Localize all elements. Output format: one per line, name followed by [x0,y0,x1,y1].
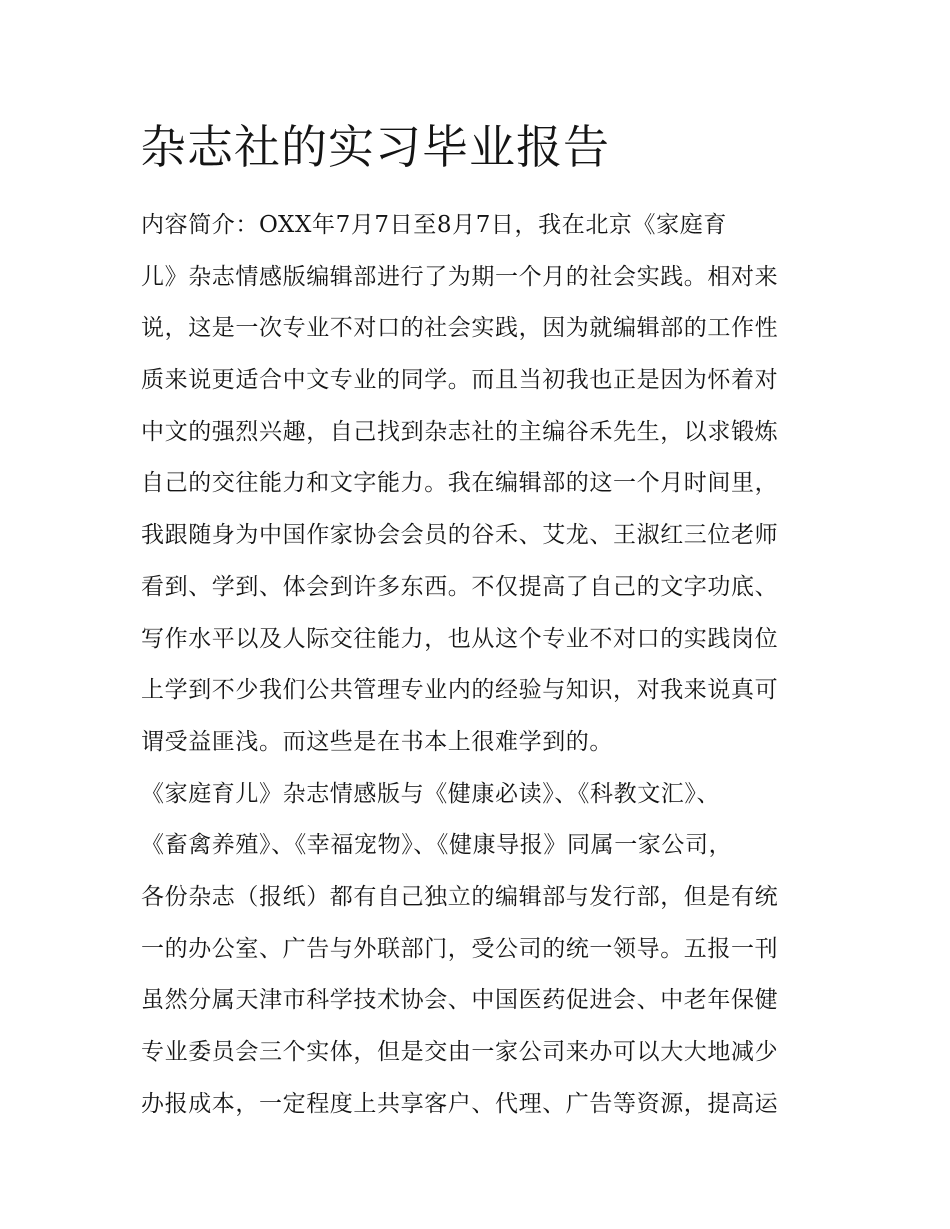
text-line: 办报成本，一定程度上共享客户、代理、广告等资源，提高运 [141,1090,779,1117]
text-line: 《家庭育儿》杂志情感版与《健康必读》、《科教文汇》、 [141,780,721,807]
text-line: 自己的交往能力和文字能力。我在编辑部的这一个月时间里， [141,470,779,497]
text-line: 虽然分属天津市科学技术协会、中国医药促进会、中老年保健 [141,987,779,1014]
text-line: 儿》杂志情感版编辑部进行了为期一个月的社会实践。相对来 [141,263,779,290]
text-line: 说，这是一次专业不对口的社会实践，因为就编辑部的工作性 [141,315,779,342]
text-line: 中文的强烈兴趣，自己找到杂志社的主编谷禾先生，以求锻炼 [141,418,779,445]
text-line: 专业委员会三个实体，但是交由一家公司来办可以大大地减少 [141,1039,779,1065]
page-title: 杂志社的实习毕业报告 [140,120,610,174]
text-line: 写作水平以及人际交往能力，也从这个专业不对口的实践岗位 [141,625,779,652]
document-body [141,200,821,1130]
text-line: 《畜禽养殖》、《幸福宠物》、《健康导报》同属一家公司， [141,832,733,859]
text-line: 一的办公室、广告与外联部门，受公司的统一领导。五报一刊 [141,935,779,962]
text-line: 上学到不少我们公共管理专业内的经验与知识，对我来说真可 [141,677,779,704]
text-line: 看到、学到、体会到许多东西。不仅提高了自己的文字功底、 [141,573,779,600]
text-line: 内容简介：OXX年7月7日至8月7日，我在北京《家庭育 [141,212,727,238]
text-line: 谓受益匪浅。而这些是在书本上很难学到的。 [141,728,613,755]
text-line: 我跟随身为中国作家协会会员的谷禾、艾龙、王淑红三位老师 [141,522,779,549]
text-line: 质来说更适合中文专业的同学。而且当初我也正是因为怀着对 [141,367,779,394]
text-line: 各份杂志（报纸）都有自己独立的编辑部与发行部，但是有统 [141,883,779,910]
